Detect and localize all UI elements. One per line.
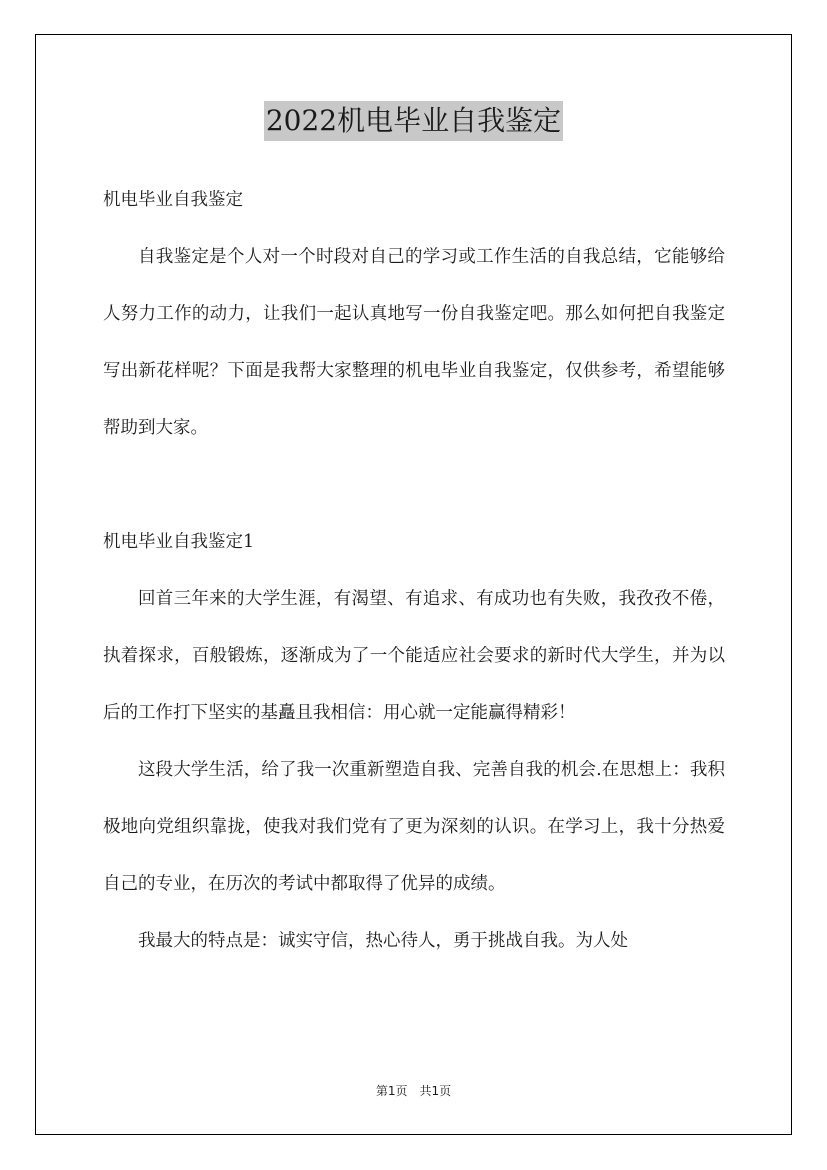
body-paragraph: 这段大学生活，给了我一次重新塑造自我、完善自我的机会.在思想上：我积极地向党组织靠拢，使我对我们党有了更为深刻的认识。在学习上，我十分热爱自己的专业，在历次的考试中都取得了优异的成绩。 <box>103 760 725 894</box>
page-number: 第1页 共1页 <box>375 1084 452 1098</box>
document-body <box>103 172 725 970</box>
section-heading: 机电毕业自我鉴定1 <box>103 532 255 552</box>
page-footer <box>0 1082 827 1100</box>
document-subtitle: 机电毕业自我鉴定 <box>103 190 243 210</box>
body-paragraph: 我最大的特点是：诚实守信，热心待人，勇于挑战自我。为人处 <box>138 931 628 951</box>
document-title-text: 2022机电毕业自我鉴定 <box>264 101 563 141</box>
document-title <box>0 100 827 141</box>
paragraph-gap <box>103 457 725 514</box>
body-paragraph: 回首三年来的大学生涯，有渴望、有追求、有成功也有失败，我孜孜不倦，执着探求，百般锻炼，逐渐成为了一个能适应社会要求的新时代大学生，并为以后的工作打下坚实的基矗且我相信：用心就一定能赢得精彩！ <box>103 589 725 723</box>
intro-paragraph: 自我鉴定是个人对一个时段对自己的学习或工作生活的自我总结，它能够给人努力工作的动力，让我们一起认真地写一份自我鉴定吧。那么如何把自我鉴定写出新花样呢？下面是我帮大家整理的机电毕业自我鉴定，仅供参考，希望能够帮助到大家。 <box>103 247 725 438</box>
